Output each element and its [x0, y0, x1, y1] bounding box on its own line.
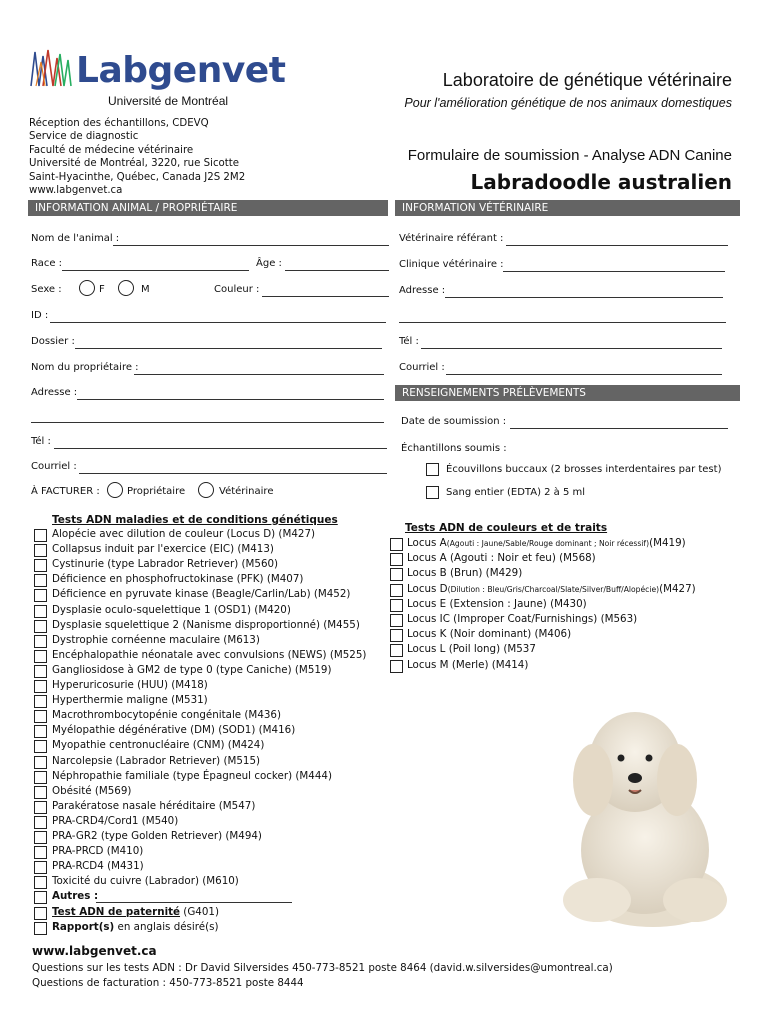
vet-address-label: Adresse :: [399, 285, 446, 296]
owner-email-field[interactable]: [79, 473, 387, 474]
disease-test-label: Cystinurie (type Labrador Retriever) (M560): [52, 558, 279, 571]
disease-test-label: Hyperthermie maligne (M531): [52, 694, 208, 707]
disease-test-checkbox[interactable]: [34, 605, 47, 618]
color-label: Couleur :: [214, 284, 260, 295]
owner-name-field[interactable]: [134, 374, 384, 375]
report-english-checkbox[interactable]: [34, 922, 47, 935]
owner-email-label: Courriel :: [31, 461, 77, 472]
vet-referent-label: Vétérinaire référant :: [399, 233, 504, 244]
disease-test-label: PRA-PRCD (M410): [52, 845, 144, 858]
submit-date-field[interactable]: [510, 428, 728, 429]
color-test-checkbox[interactable]: [390, 568, 403, 581]
paternity-label: Test ADN de paternité: [52, 905, 181, 918]
disease-test-checkbox[interactable]: [34, 695, 47, 708]
owner-tel-field[interactable]: [54, 448, 387, 449]
vet-email-label: Courriel :: [399, 362, 445, 373]
disease-test-checkbox[interactable]: [34, 816, 47, 829]
footer-billing-questions: Questions de facturation : 450-773-8521 poste 8444: [32, 977, 304, 989]
disease-test-checkbox[interactable]: [34, 559, 47, 572]
color-test-label: Locus B (Brun) (M429): [407, 567, 523, 580]
disease-test-checkbox[interactable]: [34, 544, 47, 557]
paternity-checkbox[interactable]: [34, 907, 47, 920]
color-test-label: Locus E (Extension : Jaune) (M430): [407, 597, 587, 610]
clinic-field[interactable]: [503, 271, 725, 272]
disease-tests-header: Tests ADN maladies et de conditions génétiques: [52, 514, 338, 526]
disease-test-checkbox[interactable]: [34, 801, 47, 814]
footer-url[interactable]: www.labgenvet.ca: [32, 944, 157, 958]
lab-subtitle: Pour l'amélioration génétique de nos animaux domestiques: [404, 96, 732, 110]
bill-owner-radio[interactable]: [107, 482, 123, 498]
disease-test-label: Collapsus induit par l'exercice (EIC) (M413): [52, 543, 274, 556]
disease-test-checkbox[interactable]: [34, 725, 47, 738]
disease-test-checkbox[interactable]: [34, 846, 47, 859]
age-field[interactable]: [285, 270, 389, 271]
vet-address-field[interactable]: [445, 297, 723, 298]
disease-test-label: Néphropathie familiale (type Épagneul cocker) (M444): [52, 769, 332, 782]
disease-test-label: Parakératose nasale héréditaire (M547): [52, 799, 256, 812]
color-test-checkbox[interactable]: [390, 584, 403, 597]
form-title: Formulaire de soumission - Analyse ADN Canine: [407, 147, 732, 164]
logo-subtitle: Université de Montréal: [108, 94, 229, 108]
color-test-detail: (Agouti : Jaune/Sable/Rouge dominant ; Noir récessif): [446, 539, 650, 548]
disease-test-label: Alopécie avec dilution de couleur (Locus D) (M427): [52, 528, 316, 540]
color-test-checkbox[interactable]: [390, 599, 403, 612]
disease-test-label: Macrothrombocytopénie congénitale (M436): [52, 709, 281, 722]
disease-test-label: PRA-GR2 (type Golden Retriever) (M494): [52, 830, 262, 842]
lab-title: Laboratoire de génétique vétérinaire: [442, 70, 732, 90]
section-animal-owner: INFORMATION ANIMAL / PROPRIÉTAIRE: [28, 200, 388, 216]
other-test-field[interactable]: [96, 902, 292, 903]
disease-test-label: Dystrophie cornéenne maculaire (M613): [52, 633, 260, 646]
disease-test-checkbox[interactable]: [34, 786, 47, 799]
sex-label: Sexe :: [31, 284, 62, 295]
disease-test-label: Dysplasie oculo-squelettique 1 (OSD1) (M420): [52, 603, 291, 616]
billing-label: À FACTURER :: [31, 486, 100, 497]
bill-vet-label: Vétérinaire: [219, 486, 274, 497]
report-rest: en anglais désiré(s): [117, 920, 219, 933]
disease-test-label: PRA-CRD4/Cord1 (M540): [52, 814, 179, 827]
color-test-checkbox[interactable]: [390, 614, 403, 627]
disease-test-checkbox[interactable]: [34, 756, 47, 769]
animal-name-label: Nom de l'animal :: [31, 233, 120, 244]
disease-test-checkbox[interactable]: [34, 861, 47, 874]
color-test-code: (M419): [649, 537, 686, 549]
logo-text: Labgenvet: [76, 50, 286, 91]
disease-test-label: Gangliosidose à GM2 de type 0 (type Caniche) (M519): [52, 663, 332, 676]
disease-test-checkbox[interactable]: [34, 650, 47, 663]
disease-test-label: Obésité (M569): [52, 784, 132, 797]
color-test-label: Locus IC (Improper Coat/Furnishings) (M563): [407, 613, 638, 625]
disease-test-checkbox[interactable]: [34, 831, 47, 844]
color-field[interactable]: [262, 296, 389, 297]
sex-m-radio[interactable]: [118, 280, 134, 296]
disease-test-checkbox[interactable]: [34, 589, 47, 602]
disease-test-label: PRA-RCD4 (M431): [52, 860, 144, 873]
disease-test-label: Hyperuricosurie (HUU) (M418): [52, 679, 208, 691]
color-test-label: Locus D: [407, 582, 448, 595]
breed-title: Labradoodle australien: [470, 170, 732, 194]
disease-test-label: Myopathie centronucléaire (CNM) (M424): [52, 739, 265, 752]
age-label: Âge :: [256, 258, 282, 269]
disease-test-checkbox[interactable]: [34, 574, 47, 587]
submit-date-label: Date de soumission :: [401, 416, 507, 427]
vet-address-field-2[interactable]: [399, 322, 726, 323]
logo-wave-icon: [30, 46, 72, 90]
other-test-checkbox[interactable]: [34, 891, 47, 904]
disease-test-checkbox[interactable]: [34, 665, 47, 678]
id-field[interactable]: [50, 322, 386, 323]
color-test-checkbox[interactable]: [390, 644, 403, 657]
report-label: Rapport(s): [52, 920, 115, 933]
dog-photo: [545, 700, 740, 932]
disease-test-label: Toxicité du cuivre (Labrador) (M610): [52, 875, 239, 888]
lab-address: Réception des échantillons, CDEVQ Service de diagnostic Faculté de médecine vétérinaire Université de Montréal, 3220, rue Sicotte Saint-Hyacinthe, Québec, Canada J2S 2M2 www.labgenvet.ca: [29, 118, 246, 197]
color-test-checkbox[interactable]: [390, 629, 403, 642]
section-samples: RENSEIGNEMENTS PRÉLÈVEMENTS: [395, 385, 740, 401]
animal-name-field[interactable]: [113, 245, 389, 246]
sex-m-label: M: [141, 284, 150, 295]
disease-test-checkbox[interactable]: [34, 529, 47, 542]
color-test-label: Locus L (Poil long) (M537: [407, 643, 536, 656]
other-test-label: Autres :: [52, 890, 99, 903]
color-test-checkbox[interactable]: [390, 553, 403, 566]
owner-name-label: Nom du propriétaire :: [31, 362, 139, 373]
blood-checkbox[interactable]: [426, 486, 439, 499]
disease-test-label: Myélopathie dégénérative (DM) (SOD1) (M416): [52, 724, 296, 737]
disease-test-checkbox[interactable]: [34, 740, 47, 753]
color-test-code: (M427): [659, 582, 696, 595]
paternity-code: (G401): [183, 905, 219, 918]
id-label: ID :: [31, 310, 49, 321]
vet-referent-field[interactable]: [506, 245, 728, 246]
color-test-label: Locus A: [407, 537, 447, 549]
disease-test-checkbox[interactable]: [34, 771, 47, 784]
color-test-label: Locus M (Merle) (M414): [407, 658, 529, 671]
color-test-label: Locus A (Agouti : Noir et feu) (M568): [407, 552, 596, 565]
owner-address-field-2[interactable]: [31, 422, 384, 423]
owner-tel-label: Tél :: [31, 436, 51, 447]
vet-tel-field[interactable]: [421, 348, 722, 349]
swab-checkbox[interactable]: [426, 463, 439, 476]
disease-test-checkbox[interactable]: [34, 680, 47, 693]
color-test-label: Locus K (Noir dominant) (M406): [407, 628, 572, 641]
disease-test-checkbox[interactable]: [34, 635, 47, 648]
dossier-field[interactable]: [75, 348, 382, 349]
blood-label: Sang entier (EDTA) 2 à 5 ml: [446, 487, 586, 498]
disease-test-checkbox[interactable]: [34, 876, 47, 889]
section-vet: INFORMATION VÉTÉRINAIRE: [395, 200, 740, 216]
disease-test-label: Déficience en phosphofructokinase (PFK) (M407): [52, 573, 304, 586]
disease-test-label: Encéphalopathie néonatale avec convulsions (NEWS) (M525): [52, 648, 367, 661]
swab-label: Écouvillons buccaux (2 brosses interdentaires par test): [446, 464, 722, 475]
disease-test-checkbox[interactable]: [34, 710, 47, 723]
vet-email-field[interactable]: [446, 374, 722, 375]
disease-test-label: Dysplasie squelettique 2 (Nanisme disproportionné) (M455): [52, 618, 360, 631]
color-tests-header: Tests ADN de couleurs et de traits: [405, 522, 608, 534]
sex-f-radio[interactable]: [79, 280, 95, 296]
sex-f-label: F: [99, 284, 105, 295]
disease-test-label: Déficience en pyruvate kinase (Beagle/Carlin/Lab) (M452): [52, 588, 351, 601]
footer-dna-questions: Questions sur les tests ADN : Dr David Silversides 450-773-8521 poste 8464 (david.w.silversides@umontreal.ca): [32, 962, 613, 974]
dossier-label: Dossier :: [31, 336, 75, 347]
color-test-checkbox[interactable]: [390, 660, 403, 673]
race-field[interactable]: [62, 270, 249, 271]
bill-vet-radio[interactable]: [198, 482, 214, 498]
vet-tel-label: Tél :: [399, 336, 419, 347]
disease-test-label: Narcolepsie (Labrador Retriever) (M515): [52, 754, 261, 767]
samples-submitted-label: Échantillons soumis :: [401, 443, 507, 454]
disease-test-checkbox[interactable]: [34, 620, 47, 633]
color-test-checkbox[interactable]: [390, 538, 403, 551]
owner-address-field[interactable]: [77, 399, 384, 400]
clinic-label: Clinique vétérinaire :: [399, 259, 504, 270]
owner-address-label: Adresse :: [31, 387, 78, 398]
color-test-detail: (Dilution : Bleu/Gris/Charcoal/Slate/Silver/Buff/Alopécie): [447, 584, 660, 594]
race-label: Race :: [31, 258, 63, 269]
bill-owner-label: Propriétaire: [127, 486, 186, 497]
